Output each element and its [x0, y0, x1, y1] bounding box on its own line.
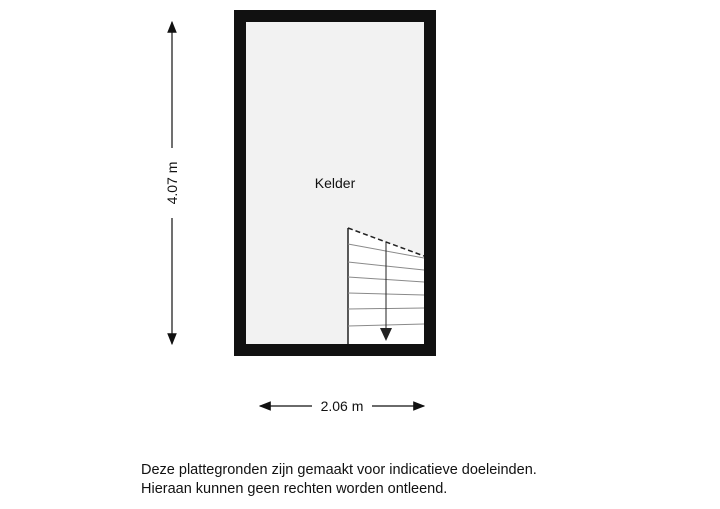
width-dimension	[260, 398, 424, 414]
disclaimer-line-1: Deze plattegronden zijn gemaakt voor indicatieve doeleinden.	[141, 462, 537, 478]
disclaimer	[141, 461, 701, 499]
width-label: 2.06 m	[320, 398, 364, 414]
height-label: 4.07 m	[164, 161, 180, 205]
height-dimension	[164, 22, 180, 344]
room-label: Kelder	[314, 175, 356, 191]
disclaimer-line-2: Hieraan kunnen geen rechten worden ontleend.	[141, 481, 448, 497]
